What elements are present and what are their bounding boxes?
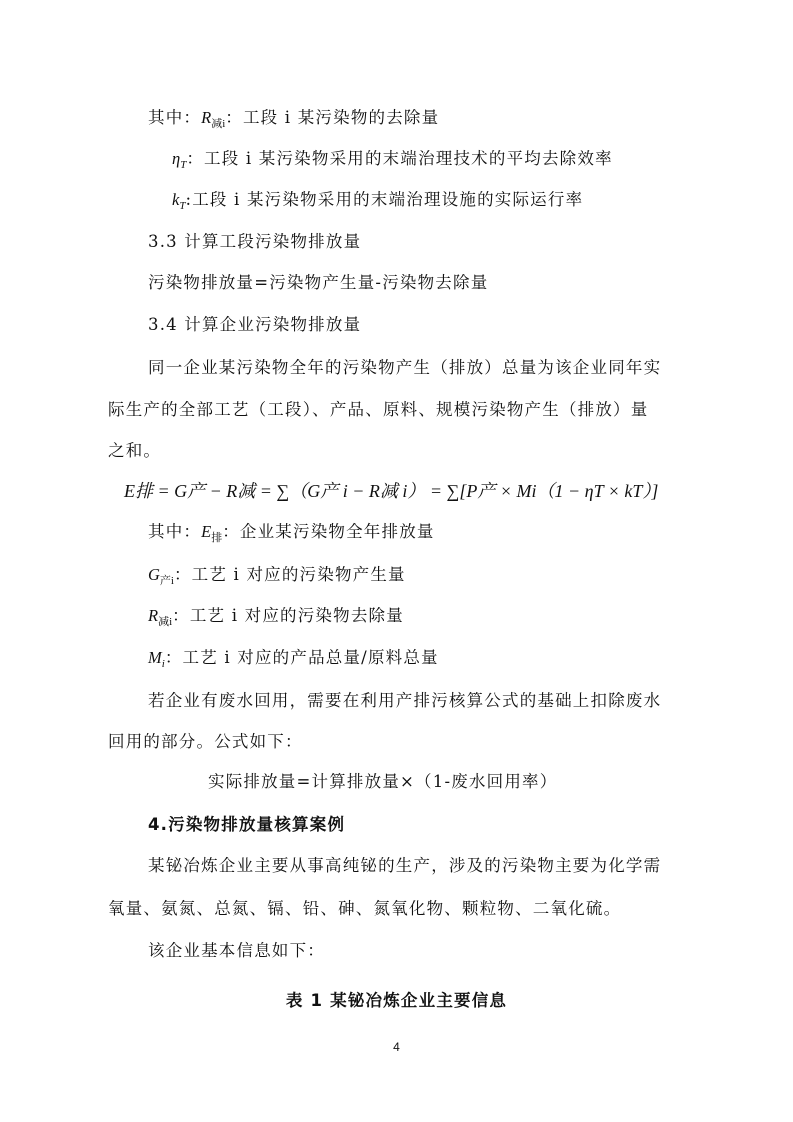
symbol-r: R — [201, 108, 212, 127]
subscript: 减i — [158, 616, 173, 628]
symbol-eta: η — [172, 149, 181, 168]
reuse-formula: 实际排放量=计算排放量×（1-废水回用率） — [208, 772, 558, 791]
formula-3-3: 污染物排放量=污染物产生量-污染物去除量 — [148, 273, 489, 292]
where-g — [148, 564, 406, 592]
page-number: 4 — [393, 1040, 400, 1054]
prefix-label: 其中： — [148, 108, 202, 127]
definition-text: ：工段 i 某污染物的去除量 — [225, 108, 440, 127]
subscript: 减i — [211, 118, 226, 130]
paragraph-line: 某铋冶炼企业主要从事高纯铋的生产，涉及的污染物主要为化学需 — [148, 856, 662, 875]
definition-text: ：工艺 i 对应的污染物去除量 — [172, 606, 404, 625]
paragraph-line: 际生产的全部工艺（工段）、产品、原料、规模污染物产生（排放）量 — [108, 400, 649, 419]
table-title: 表 1 某铋冶炼企业主要信息 — [285, 991, 508, 1010]
definition-r-removal — [148, 107, 439, 135]
definition-text: ：工艺 i 对应的产品总量/原料总量 — [164, 648, 439, 667]
definition-text: ：工艺 i 对应的污染物产生量 — [173, 565, 406, 584]
where-e — [148, 521, 435, 549]
definition-k — [172, 189, 583, 217]
paragraph-line: 同一企业某污染物全年的污染物产生（排放）总量为该企业同年实 — [148, 358, 662, 377]
heading-3-4: 3.4 计算企业污染物排放量 — [148, 315, 362, 334]
symbol-g: G — [148, 565, 160, 584]
definition-eta — [172, 148, 613, 176]
paragraph-line: 回用的部分。公式如下： — [108, 732, 303, 751]
definition-text: ：企业某污染物全年排放量 — [222, 522, 435, 541]
prefix-label: 其中： — [148, 522, 202, 541]
symbol-r: R — [148, 606, 159, 625]
definition-text: ：工段 i 某污染物采用的末端治理技术的平均去除效率 — [186, 149, 613, 168]
where-m — [148, 647, 439, 675]
where-r — [148, 605, 404, 633]
heading-4: 4.污染物排放量核算案例 — [148, 815, 346, 834]
subscript: T — [179, 200, 186, 212]
main-formula: E排 = G产 − R减 = ∑（G产 i − R减 i） = ∑[P产 × Mi（1 − ηT × kT）] — [124, 481, 659, 501]
symbol-e: E — [201, 522, 212, 541]
paragraph-line: 该企业基本信息如下： — [148, 941, 325, 960]
paragraph-line: 若企业有废水回用，需要在利用产排污核算公式的基础上扣除废水 — [148, 691, 662, 710]
subscript: 产i — [159, 575, 174, 587]
subscript: 排 — [211, 532, 223, 544]
symbol-k: k — [172, 190, 180, 209]
subscript: i — [161, 658, 165, 670]
definition-text: :工段 i 某污染物采用的末端治理设施的实际运行率 — [185, 190, 584, 209]
heading-3-3: 3.3 计算工段污染物排放量 — [148, 232, 362, 251]
paragraph-line: 氧量、氨氮、总氮、镉、铅、砷、氮氧化物、颗粒物、二氧化硫。 — [108, 899, 622, 918]
paragraph-line: 之和。 — [108, 441, 162, 460]
subscript: T — [180, 159, 187, 171]
symbol-m: M — [148, 648, 162, 667]
